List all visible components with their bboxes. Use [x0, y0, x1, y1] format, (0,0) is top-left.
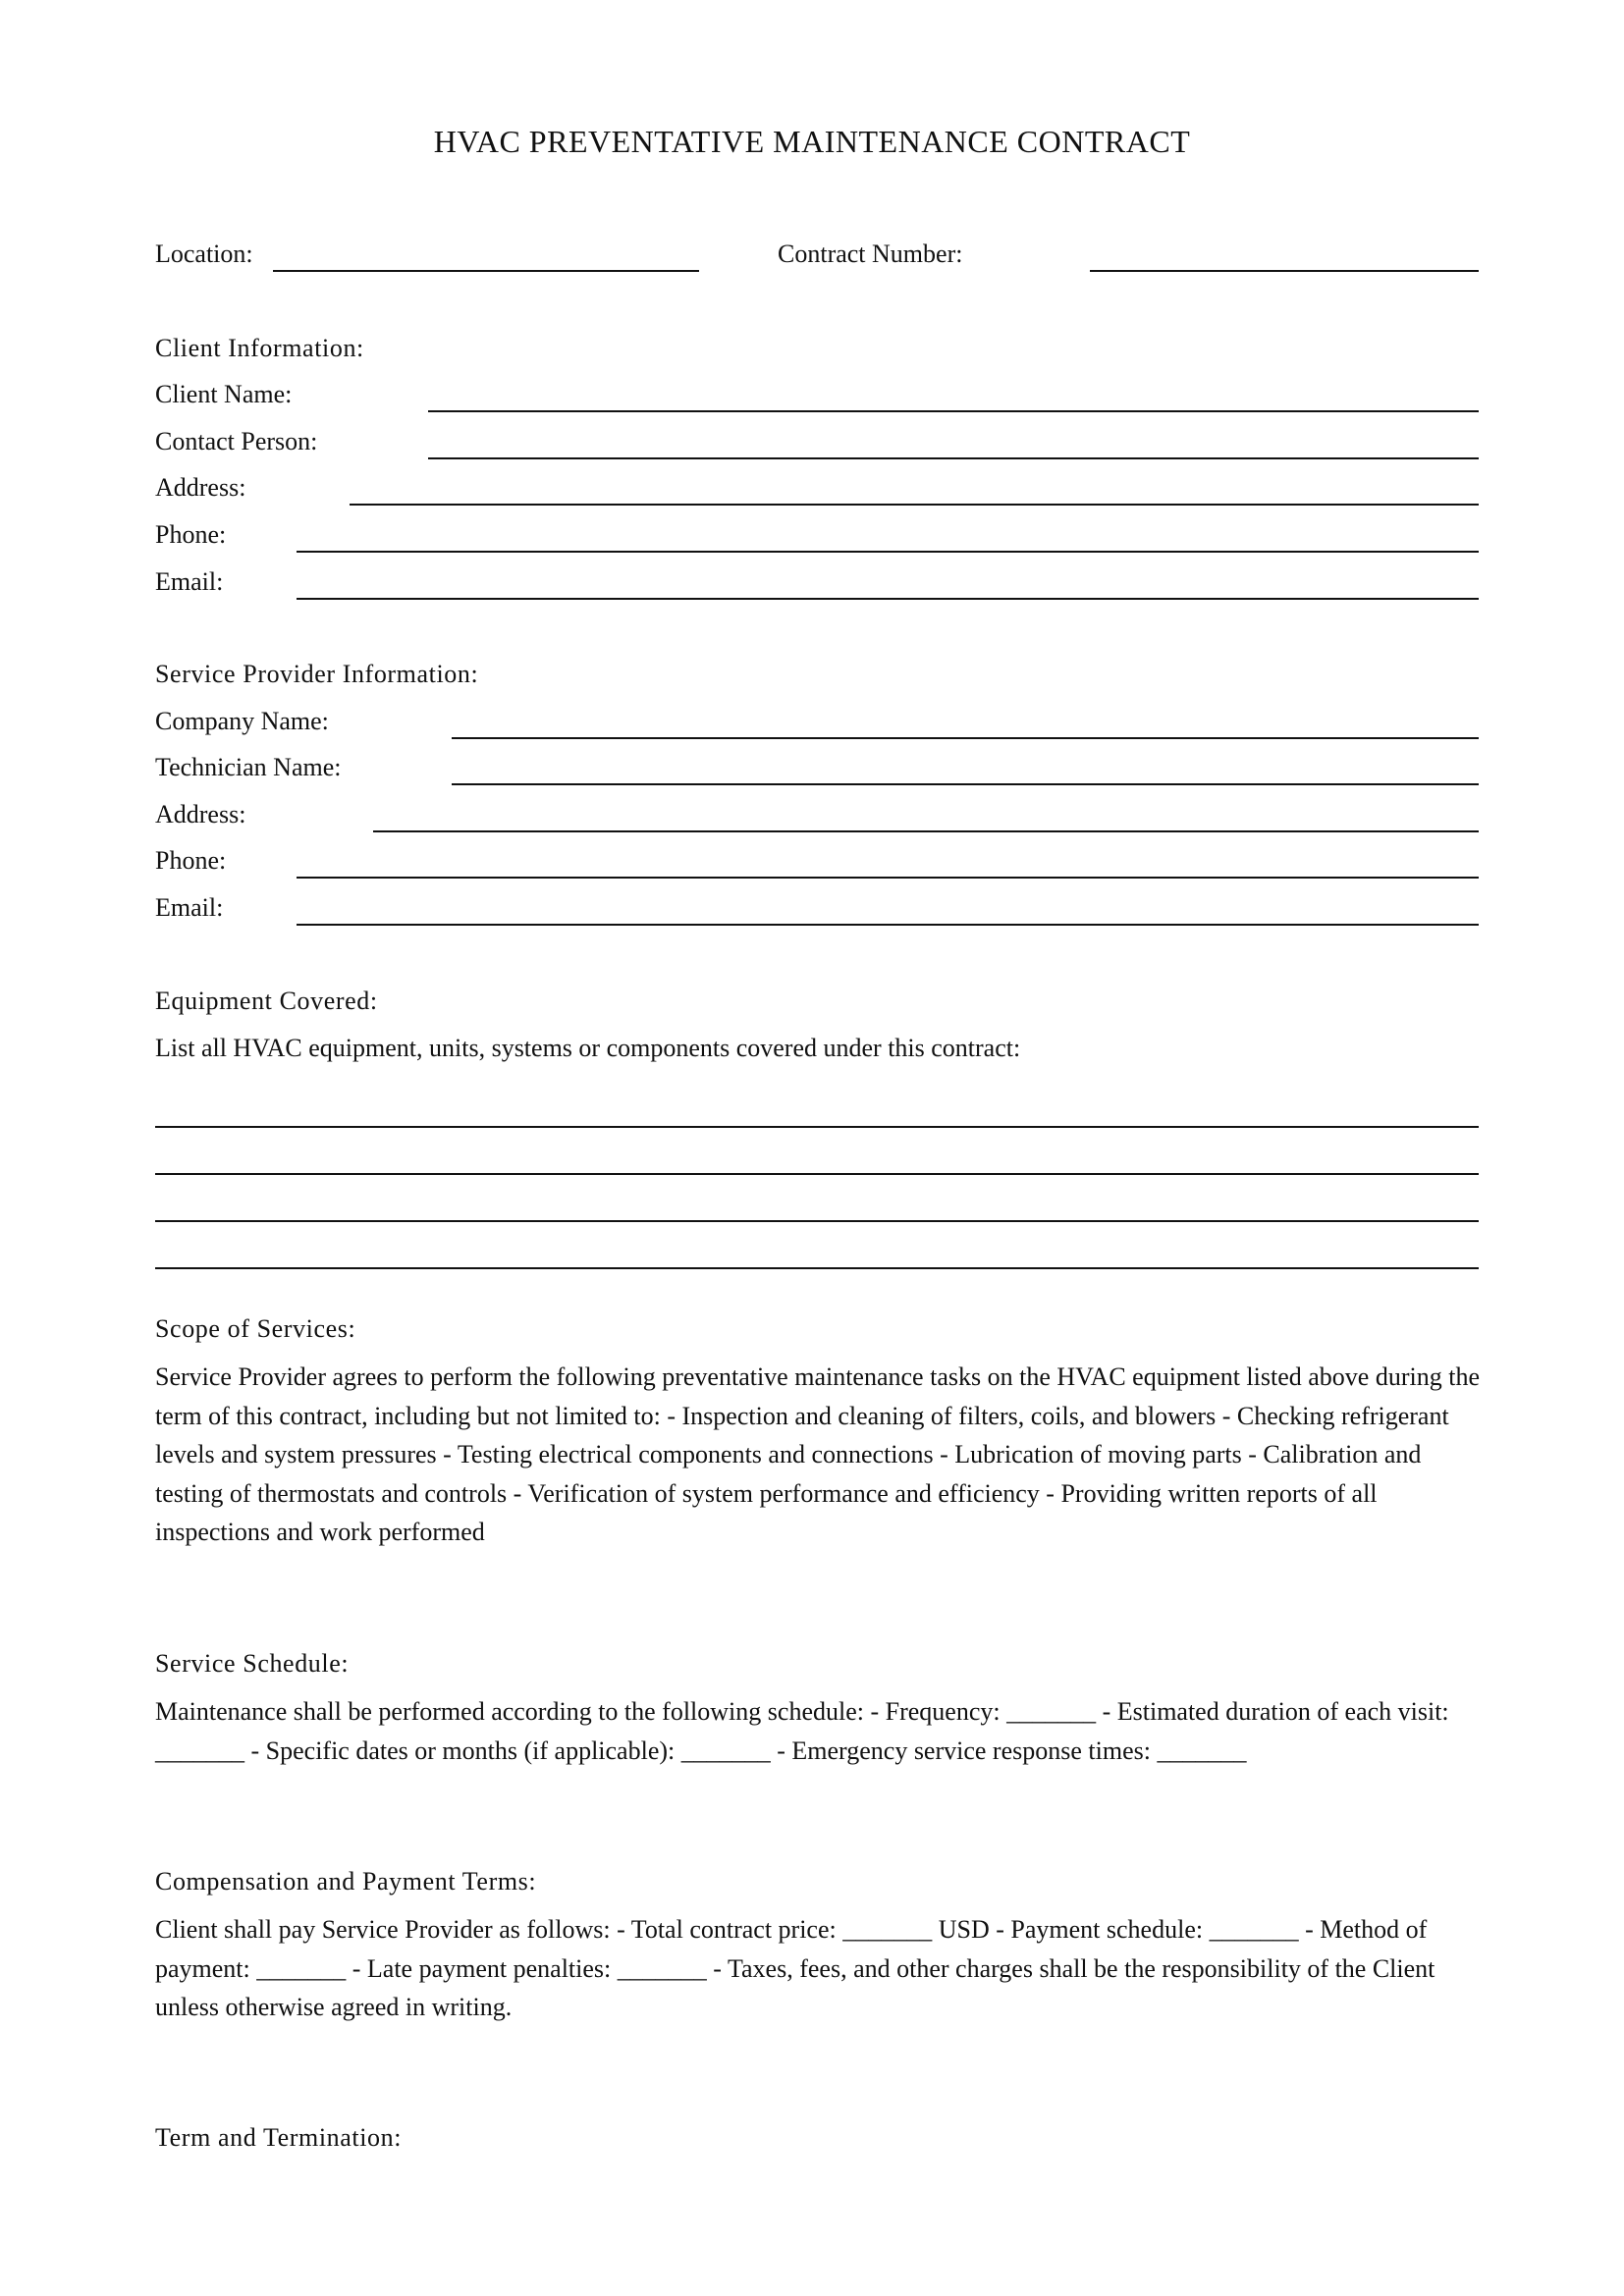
- scope-paragraph: Service Provider agrees to perform the following preventative maintenance tasks on the HVAC equipment listed above during the term of this contract, including but not limited to: - Inspection and cleaning of filters, coils, and blowers - Checking refrigerant levels and system pressures - Testing electrical components and connections - Lubrication of moving parts - Calibration and testing of thermostats and controls - Verification of system performance and efficiency - Providing written reports of all inspections and work performed: [155, 1362, 1480, 1546]
- company-name-field[interactable]: [452, 737, 1479, 739]
- payment-heading: Compensation and Payment Terms:: [155, 1867, 537, 1896]
- provider-address-field[interactable]: [373, 830, 1479, 832]
- contact-person-label: Contact Person:: [155, 427, 318, 455]
- location-label: Location:: [155, 240, 253, 268]
- scope-heading: Scope of Services:: [155, 1314, 356, 1343]
- provider-phone-field[interactable]: [297, 877, 1479, 879]
- contract-number-field[interactable]: [1090, 270, 1479, 272]
- client-info-heading: Client Information:: [155, 334, 364, 362]
- equipment-line-2[interactable]: [155, 1173, 1479, 1175]
- provider-email-field[interactable]: [297, 924, 1479, 926]
- client-phone-label: Phone:: [155, 520, 227, 549]
- provider-email-label: Email:: [155, 893, 224, 922]
- location-field[interactable]: [273, 270, 699, 272]
- document-title: HVAC PREVENTATIVE MAINTENANCE CONTRACT: [433, 124, 1191, 159]
- equipment-instruction: List all HVAC equipment, units, systems or components covered under this contract:: [155, 1034, 1021, 1062]
- contract-number-label: Contract Number:: [778, 240, 963, 268]
- client-name-field[interactable]: [428, 410, 1479, 412]
- client-phone-field[interactable]: [297, 551, 1479, 553]
- equipment-line-3[interactable]: [155, 1220, 1479, 1222]
- technician-name-field[interactable]: [452, 783, 1479, 785]
- term-heading: Term and Termination:: [155, 2123, 403, 2152]
- payment-paragraph: Client shall pay Service Provider as follows: - Total contract price: _______ USD - Payment schedule: _______ - Method of payment: _______ - Late payment penalties: _______ - Taxes, fees, and other charges shall be the responsibility of the Client unless otherwise agreed in writing.: [155, 1915, 1435, 2021]
- client-email-label: Email:: [155, 567, 224, 596]
- equipment-line-1[interactable]: [155, 1126, 1479, 1128]
- provider-address-label: Address:: [155, 800, 246, 828]
- schedule-paragraph: Maintenance shall be performed according to the following schedule: - Frequency: _______ - Estimated duration of each visit: _______ - Specific dates or months (if applicable): _______ - Emergency service response times: _______: [155, 1697, 1449, 1765]
- contact-person-field[interactable]: [428, 457, 1479, 459]
- provider-info-heading: Service Provider Information:: [155, 660, 479, 688]
- equipment-line-4[interactable]: [155, 1267, 1479, 1269]
- company-name-label: Company Name:: [155, 707, 329, 735]
- equipment-heading: Equipment Covered:: [155, 987, 378, 1015]
- technician-name-label: Technician Name:: [155, 753, 342, 781]
- schedule-heading: Service Schedule:: [155, 1649, 350, 1678]
- client-address-field[interactable]: [350, 504, 1479, 506]
- client-email-field[interactable]: [297, 598, 1479, 600]
- provider-phone-label: Phone:: [155, 846, 227, 875]
- client-address-label: Address:: [155, 473, 246, 502]
- client-name-label: Client Name:: [155, 380, 293, 408]
